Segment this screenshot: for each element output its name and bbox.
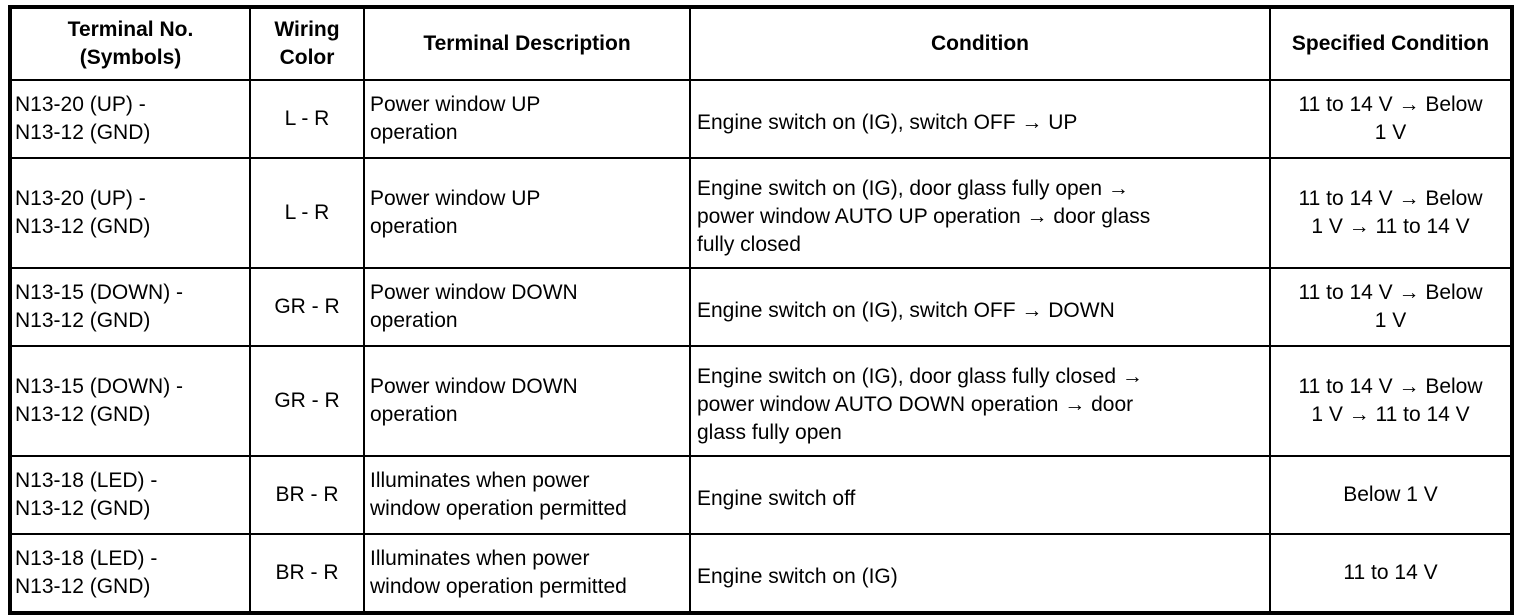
table-row	[10, 80, 1512, 158]
wiring-color-cell: BR - R	[250, 534, 364, 613]
specified-condition-cell: 11 to 14 V	[1270, 534, 1512, 613]
wiring-color-cell: L - R	[250, 80, 364, 158]
condition-cell: Engine switch on (IG), switch OFF → DOWN	[690, 268, 1270, 346]
table-row	[10, 534, 1512, 613]
wiring-color-cell: GR - R	[250, 346, 364, 456]
wiring-color-cell: L - R	[250, 158, 364, 268]
terminal-cell: N13-15 (DOWN) - N13-12 (GND)	[10, 268, 250, 346]
description-cell: Power window DOWN operation	[364, 268, 690, 346]
table-row	[10, 456, 1512, 534]
description-cell: Power window UP operation	[364, 158, 690, 268]
specified-condition-cell: 11 to 14 V → Below 1 V → 11 to 14 V	[1270, 346, 1512, 456]
header-condition: Condition	[690, 7, 1270, 80]
header-terminal: Terminal No. (Symbols)	[10, 7, 250, 80]
header-row	[10, 7, 1512, 80]
terminal-table	[8, 5, 1514, 615]
condition-cell: Engine switch on (IG), door glass fully closed → power window AUTO DOWN operation → door glass fully open	[690, 346, 1270, 456]
table-row	[10, 158, 1512, 268]
table-row	[10, 346, 1512, 456]
description-cell: Power window DOWN operation	[364, 346, 690, 456]
condition-cell: Engine switch off	[690, 456, 1270, 534]
header-wiring-color: Wiring Color	[250, 7, 364, 80]
header-specified-condition: Specified Condition	[1270, 7, 1512, 80]
description-cell: Power window UP operation	[364, 80, 690, 158]
terminal-cell: N13-20 (UP) - N13-12 (GND)	[10, 80, 250, 158]
specified-condition-cell: 11 to 14 V → Below 1 V	[1270, 268, 1512, 346]
specified-condition-cell: 11 to 14 V → Below 1 V → 11 to 14 V	[1270, 158, 1512, 268]
terminal-cell: N13-18 (LED) - N13-12 (GND)	[10, 534, 250, 613]
table-row	[10, 268, 1512, 346]
terminal-cell: N13-18 (LED) - N13-12 (GND)	[10, 456, 250, 534]
wiring-color-cell: BR - R	[250, 456, 364, 534]
condition-cell: Engine switch on (IG), door glass fully open → power window AUTO UP operation → door glass fully closed	[690, 158, 1270, 268]
terminal-cell: N13-15 (DOWN) - N13-12 (GND)	[10, 346, 250, 456]
wiring-color-cell: GR - R	[250, 268, 364, 346]
specified-condition-cell: Below 1 V	[1270, 456, 1512, 534]
description-cell: Illuminates when power window operation permitted	[364, 534, 690, 613]
condition-cell: Engine switch on (IG)	[690, 534, 1270, 613]
header-terminal-description: Terminal Description	[364, 7, 690, 80]
description-cell: Illuminates when power window operation permitted	[364, 456, 690, 534]
terminal-table-container	[8, 5, 1510, 615]
specified-condition-cell: 11 to 14 V → Below 1 V	[1270, 80, 1512, 158]
condition-cell: Engine switch on (IG), switch OFF → UP	[690, 80, 1270, 158]
terminal-cell: N13-20 (UP) - N13-12 (GND)	[10, 158, 250, 268]
